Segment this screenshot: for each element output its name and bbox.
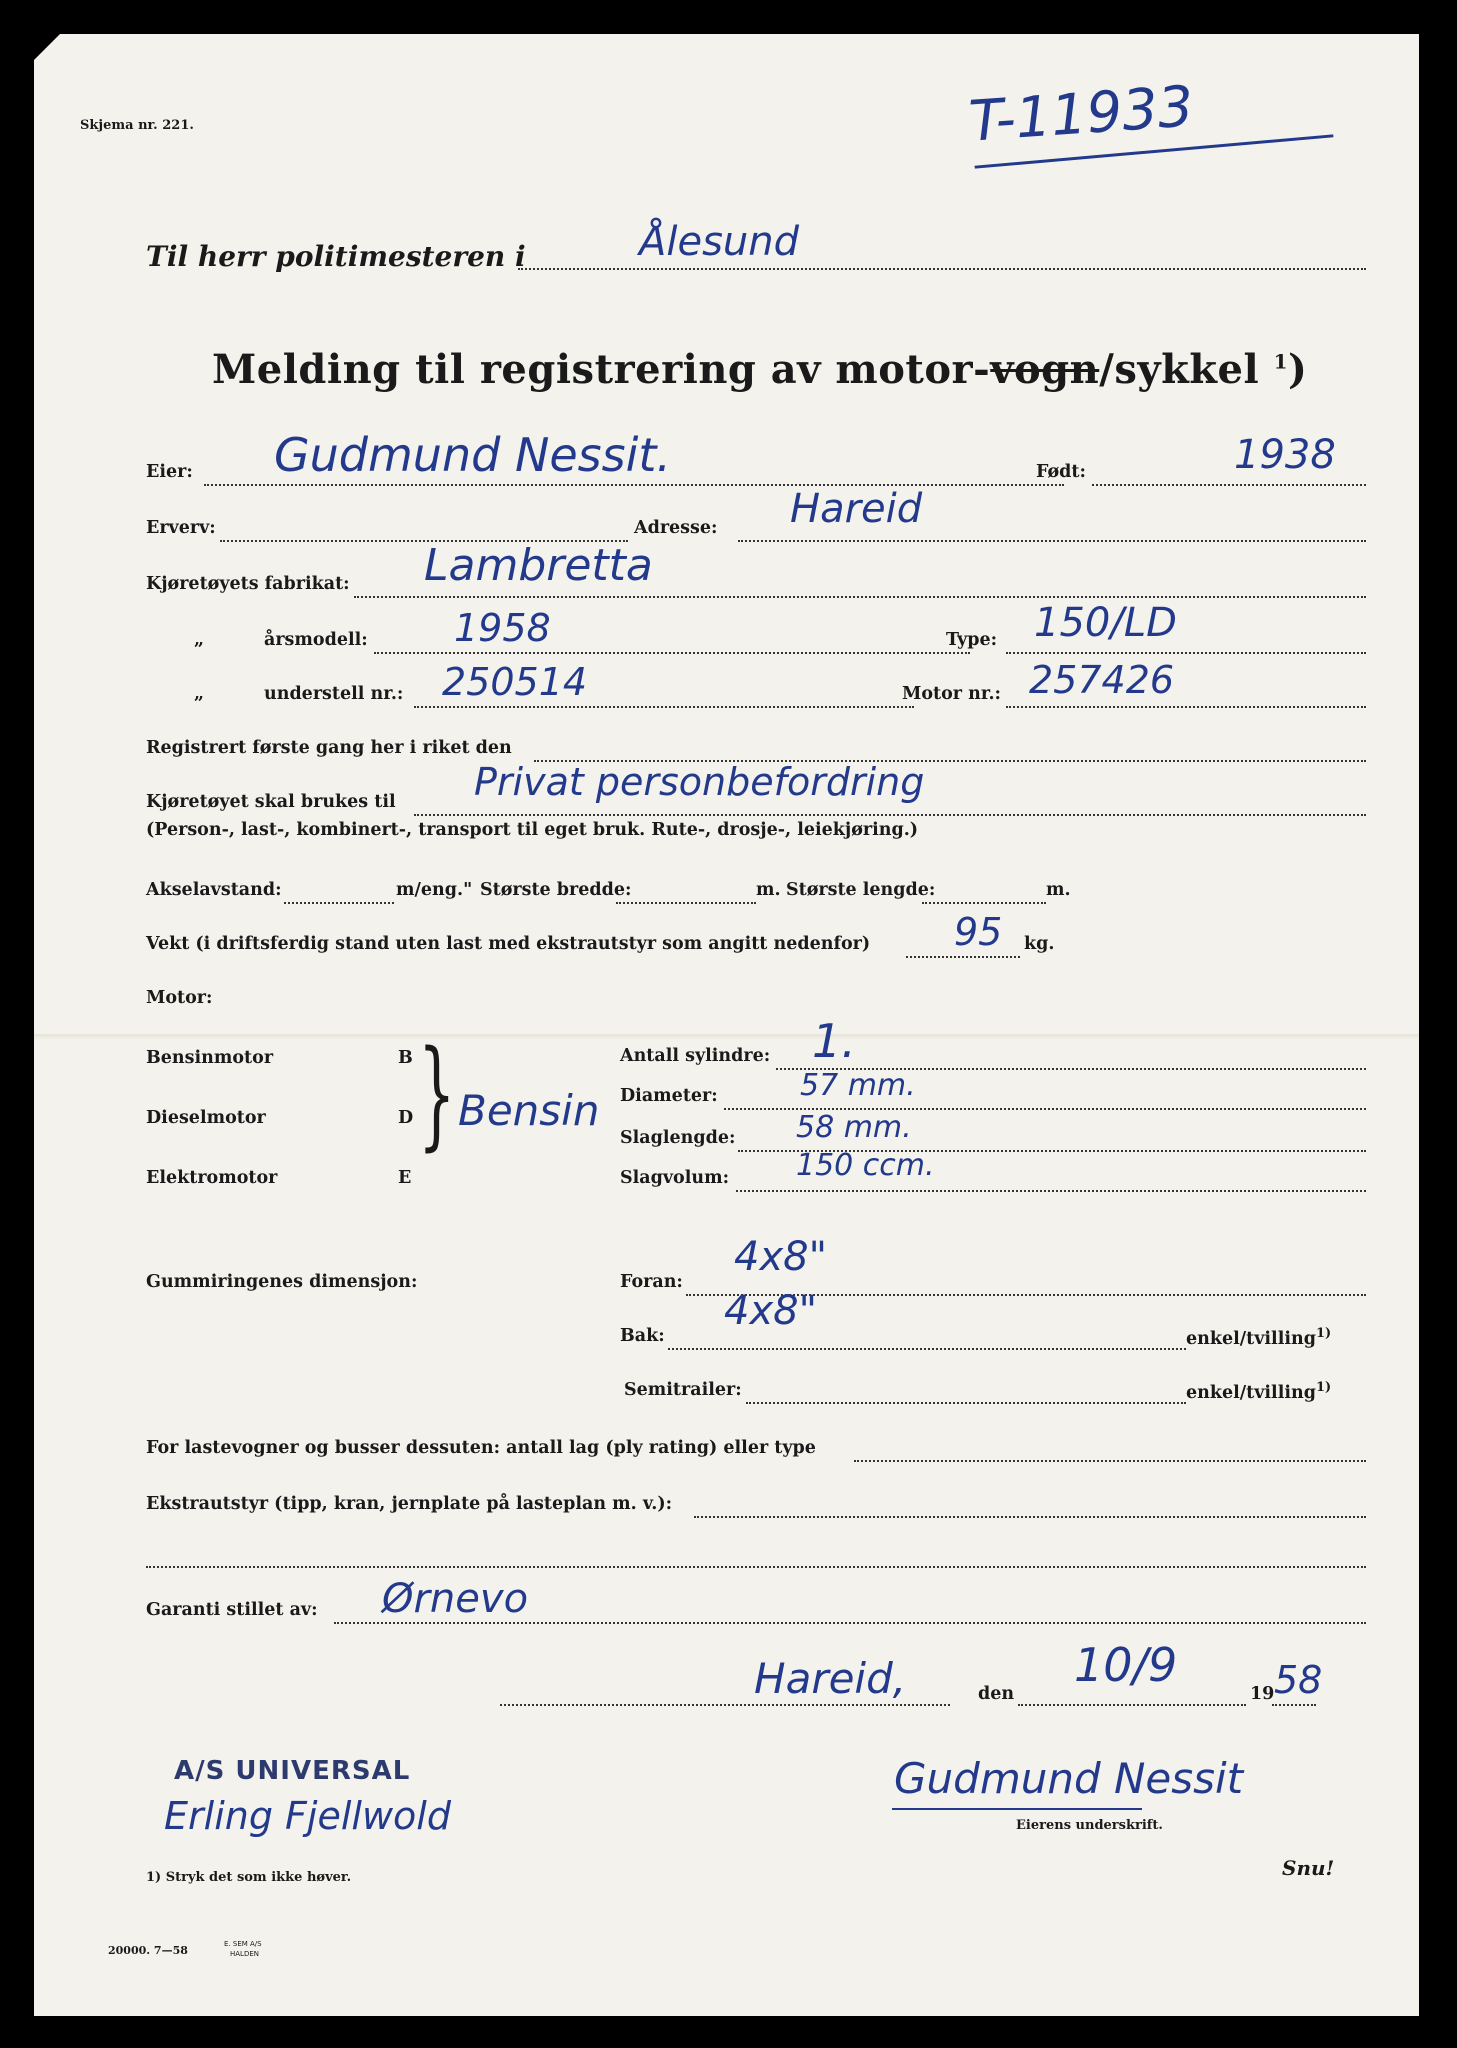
motor-type-brace: } — [418, 1024, 456, 1162]
electric-motor-code: E — [398, 1168, 412, 1188]
stamp-company: A/S UNIVERSAL — [174, 1756, 411, 1786]
engine-no-label: Motor nr.: — [902, 684, 1002, 704]
make-value: Lambretta — [424, 540, 653, 591]
ply-line[interactable] — [854, 1460, 1366, 1462]
chassis-ditto: „ — [194, 684, 205, 704]
weight-line[interactable] — [906, 956, 1020, 958]
year-line[interactable] — [374, 652, 970, 654]
semitrailer-label: Semitrailer: — [624, 1380, 742, 1400]
turn-over: Snu! — [1282, 1856, 1335, 1880]
cylinders-label: Antall sylindre: — [620, 1046, 771, 1066]
semitrailer-footnote: 1) — [1315, 1380, 1332, 1395]
fold-line — [34, 1034, 1419, 1040]
first-reg-label: Registrert første gang her i riket den — [146, 738, 512, 758]
place-line[interactable] — [500, 1704, 950, 1706]
type-line[interactable] — [1006, 652, 1366, 654]
front-tyre-value: 4x8" — [734, 1234, 827, 1280]
title-part1: Melding til registrering av motor- — [212, 346, 991, 393]
year-ditto: „ — [194, 630, 205, 650]
weight-label: Vekt (i driftsferdig stand uten last med ekstrautstyr som angitt nedenfor) — [146, 934, 871, 954]
diameter-value: 57 mm. — [800, 1068, 916, 1103]
weight-value: 95 — [954, 910, 1003, 954]
occupation-label: Erverv: — [146, 518, 216, 538]
stroke-value: 58 mm. — [796, 1110, 912, 1145]
width-unit: m. — [756, 880, 781, 900]
electric-motor-label: Elektromotor — [146, 1168, 278, 1188]
usage-hint: (Person-, last-, kombinert-, transport til eget bruk. Rute-, drosje-, leiekjøring.) — [146, 820, 919, 840]
engine-no-value: 257426 — [1029, 658, 1175, 702]
address-value: Hareid — [790, 486, 923, 532]
print-code: 20000. 7—58 — [108, 1944, 188, 1957]
rear-single-twin — [1186, 1326, 1331, 1349]
ply-label: For lastevogner og busser dessuten: antall lag (ply rating) eller type — [146, 1438, 816, 1458]
length-unit: m. — [1046, 880, 1071, 900]
owner-signature-stroke — [892, 1808, 1142, 1810]
length-line[interactable] — [922, 902, 1046, 904]
year-prefix: 19 — [1250, 1684, 1275, 1704]
fuel-value: Bensin — [458, 1086, 600, 1135]
year-value: 1958 — [454, 606, 551, 650]
rear-tyre-value: 4x8" — [724, 1288, 817, 1334]
owner-line[interactable] — [204, 484, 1064, 486]
address-label: Adresse: — [634, 518, 718, 538]
type-value: 150/LD — [1034, 600, 1177, 646]
width-line[interactable] — [616, 902, 756, 904]
born-value: 1938 — [1234, 432, 1336, 478]
form-title — [212, 346, 1307, 393]
weight-unit: kg. — [1024, 934, 1055, 954]
folded-corner — [34, 34, 60, 60]
to-police-line[interactable] — [518, 268, 1366, 270]
front-tyre-label: Foran: — [620, 1272, 683, 1292]
rear-single-twin-label: enkel/tvilling — [1186, 1328, 1316, 1349]
date-line[interactable] — [1018, 1704, 1246, 1706]
usage-line[interactable] — [414, 814, 1366, 816]
footnote: 1) Stryk det som ikke høver. — [146, 1870, 352, 1885]
place-value: Hareid, — [754, 1654, 907, 1703]
make-line[interactable] — [354, 596, 1366, 598]
year-label: årsmodell: — [264, 630, 368, 650]
date-value: 10/9 — [1074, 1638, 1178, 1692]
rear-tyre-label: Bak: — [620, 1326, 665, 1346]
engine-no-line[interactable] — [1006, 706, 1366, 708]
form-number: Skjema nr. 221. — [80, 118, 194, 133]
width-label: Største bredde: — [480, 880, 632, 900]
diesel-motor-label: Dieselmotor — [146, 1108, 266, 1128]
chassis-value: 250514 — [442, 660, 588, 704]
form-sheet — [34, 34, 1419, 2016]
address-line[interactable] — [738, 540, 1366, 542]
semitrailer-single-twin — [1186, 1380, 1331, 1403]
semitrailer-single-twin-label: enkel/tvilling — [1186, 1382, 1316, 1403]
axle-line[interactable] — [284, 902, 394, 904]
title-part2: /sykkel — [1099, 346, 1260, 393]
year-suffix-value: 58 — [1274, 1658, 1323, 1702]
petrol-motor-label: Bensinmotor — [146, 1048, 274, 1068]
length-label: Største lengde: — [786, 880, 936, 900]
guarantee-line[interactable] — [334, 1622, 1366, 1624]
usage-label: Kjøretøyet skal brukes til — [146, 792, 396, 812]
diesel-motor-code: D — [398, 1108, 414, 1128]
tyres-label: Gummiringenes dimensjon: — [146, 1272, 418, 1292]
stroke-label: Slaglengde: — [620, 1128, 736, 1148]
title-footnote: 1 — [1273, 349, 1289, 374]
title-close: ) — [1288, 346, 1308, 393]
axle-label: Akselavstand: — [146, 880, 282, 900]
stamp-signature: Erling Fjellwold — [164, 1794, 451, 1838]
equipment-line[interactable] — [694, 1516, 1366, 1518]
guarantee-label: Garanti stillet av: — [146, 1600, 318, 1620]
cylinders-value: 1. — [812, 1014, 856, 1068]
owner-value: Gudmund Nessit. — [274, 428, 672, 482]
axle-unit: m/eng." — [396, 880, 473, 900]
rear-tyre-line[interactable] — [668, 1348, 1186, 1350]
title-struck: vogn — [990, 346, 1100, 393]
born-line[interactable] — [1092, 484, 1366, 486]
volume-line[interactable] — [736, 1190, 1366, 1192]
chassis-line[interactable] — [414, 706, 914, 708]
motor-label: Motor: — [146, 988, 213, 1008]
type-label: Type: — [946, 630, 998, 650]
year-suffix-line[interactable] — [1272, 1704, 1316, 1706]
semitrailer-line[interactable] — [746, 1402, 1186, 1404]
printer-line-1: E. SEM A/S — [224, 1940, 262, 1948]
usage-value: Privat personbefordring — [474, 760, 925, 804]
guarantee-value: Ørnevo — [382, 1576, 529, 1622]
owner-label: Eier: — [146, 462, 193, 482]
diameter-label: Diameter: — [620, 1086, 718, 1106]
owner-signature-label: Eierens underskrift. — [1016, 1818, 1163, 1833]
equipment-line-2[interactable] — [146, 1566, 1366, 1568]
make-label: Kjøretøyets fabrikat: — [146, 574, 350, 594]
den-label: den — [978, 1684, 1015, 1704]
to-police-value: Ålesund — [639, 219, 800, 265]
chassis-label: understell nr.: — [264, 684, 404, 704]
to-police-label: Til herr politimesteren i — [146, 240, 526, 273]
born-label: Født: — [1036, 462, 1086, 482]
rear-footnote: 1) — [1315, 1326, 1332, 1341]
volume-label: Slagvolum: — [620, 1168, 730, 1188]
volume-value: 150 ccm. — [796, 1148, 935, 1183]
printer-line-2: HALDEN — [230, 1950, 260, 1958]
equipment-label: Ekstrautstyr (tipp, kran, jernplate på lasteplan m. v.): — [146, 1494, 673, 1514]
owner-signature: Gudmund Nessit — [894, 1754, 1244, 1803]
case-number: T-11933 — [967, 74, 1196, 155]
petrol-motor-code: B — [398, 1048, 413, 1068]
